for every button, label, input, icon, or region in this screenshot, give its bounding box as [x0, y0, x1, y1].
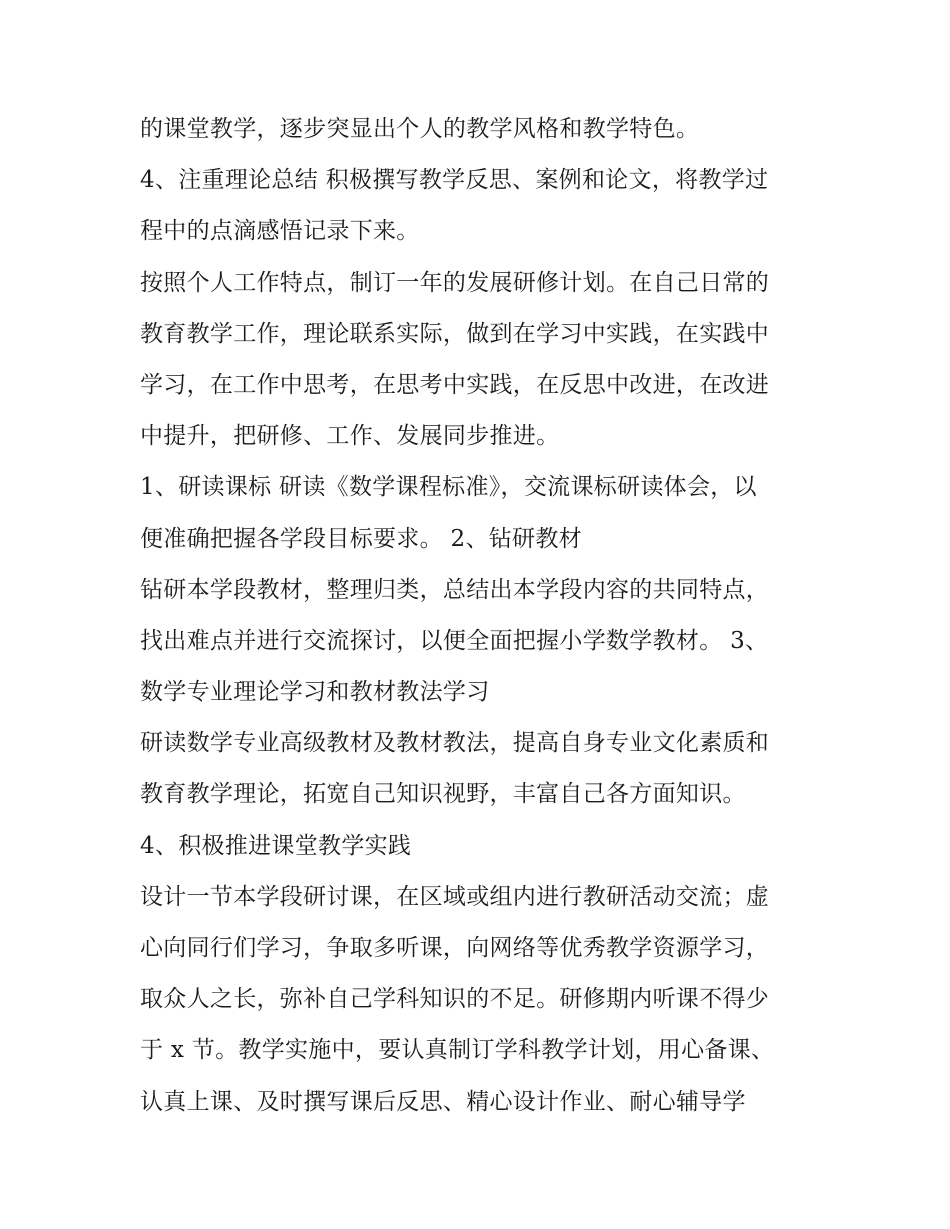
text-line: 程中的点滴感悟记录下来。	[140, 218, 420, 245]
text-line: 1、研读课标 研读《数学课程标准》，交流课标研读体会，以	[140, 474, 757, 501]
text-line: 教育教学理论，拓宽自己知识视野，丰富自己各方面知识。	[140, 781, 746, 808]
text-line: 学习，在工作中思考，在思考中实践，在反思中改进，在改进	[140, 371, 770, 398]
text-line: 的课堂教学，逐步突显出个人的教学风格和教学特色。	[140, 116, 700, 142]
text-line: 设计一节本学段研讨课，在区域或组内进行教研活动交流；虚	[140, 883, 770, 910]
text-line: 数学专业理论学习和教材教法学习	[140, 679, 490, 706]
text-line: 4、注重理论总结 积极撰写教学反思、案例和论文，将教学过	[140, 167, 769, 194]
text-line: 按照个人工作特点，制订一年的发展研修计划。在自己日常的	[140, 269, 770, 296]
text-line: 研读数学专业高级教材及教材教法，提高自身专业文化素质和	[140, 730, 770, 757]
text-line: 取众人之长，弥补自己学科知识的不足。研修期内听课不得少	[140, 986, 770, 1013]
text-line: 中提升，把研修、工作、发展同步推进。	[140, 423, 560, 450]
document-body	[140, 104, 820, 1128]
text-line: 便准确把握各学段目标要求。 2、钻研教材	[140, 525, 582, 552]
text-line: 4、积极推进课堂教学实践	[140, 832, 412, 859]
text-line: 心向同行们学习，争取多听课，向网络等优秀教学资源学习，	[140, 935, 770, 961]
text-line: 教育教学工作，理论联系实际，做到在学习中实践，在实践中	[140, 320, 770, 347]
text-line: 认真上课、及时撰写课后反思、精心设计作业、耐心辅导学	[140, 1088, 746, 1115]
text-line: 钻研本学段教材，整理归类，总结出本学段内容的共同特点，	[140, 576, 770, 603]
text-line: 于 x 节。教学实施中，要认真制订学科教学计划，用心备课、	[140, 1037, 775, 1064]
text-line: 找出难点并进行交流探讨，以便全面把握小学数学教材。 3、	[140, 627, 769, 654]
